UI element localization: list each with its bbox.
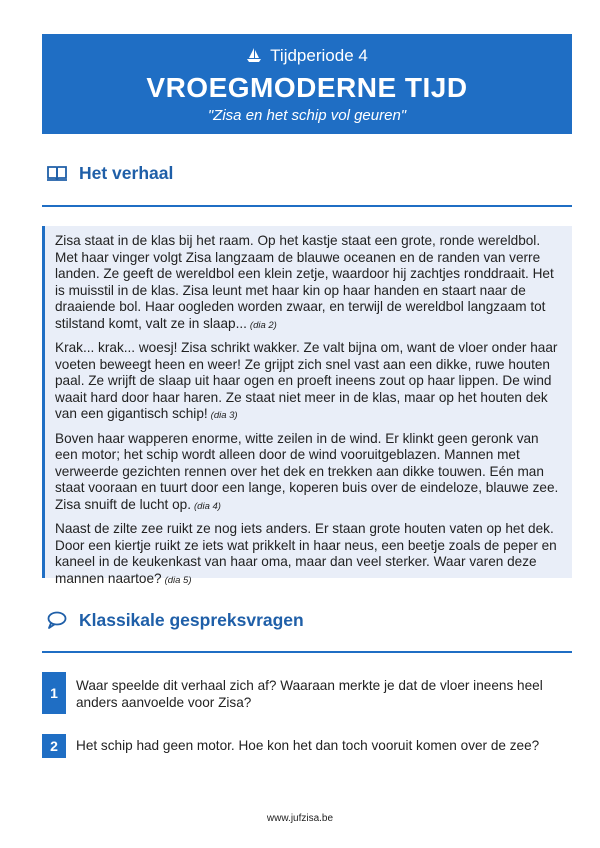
footer-website: www.jufzisa.be bbox=[266, 813, 334, 824]
period-label: Tijdperiode 4 bbox=[270, 46, 368, 65]
story-paragraph: Boven haar wapperen enorme, witte zeilen in de wind. Er klinkt geen geronk van een motor; het schip wordt alleen door de wind vooruitgeblazen. Mannen met verweerde gezichten rennen over het dek en trekken aan dikke touwen. Eén man staat vooraan en tuurt door een lange, koperen buis over de eindeloze, blauwe zee. Zisa snuift de lucht op. (dia 4) bbox=[55, 430, 559, 512]
story-paragraph: Zisa staat in de klas bij het raam. Op het kastje staat een grote, ronde wereldbol. Met haar vinger volgt Zisa langzaam de blauwe oceanen en de randen van verre landen. Ze geeft de wereldbol een klein zetje, waardoor hij zachtjes ronddraait. Het is muisstil in de klas. Zisa leunt met haar kin op haar handen en staart naar de draaiende bol. Haar oogleden worden zwaar, en terwijl de wereldbol langzaam tot stilstand komt, valt ze in slaap... (dia 2) bbox=[55, 233, 554, 331]
story-heading bbox=[42, 163, 572, 183]
speech-bubble-icon bbox=[46, 610, 68, 630]
slide-reference: (dia 5) bbox=[164, 574, 192, 586]
story-divider bbox=[42, 205, 572, 207]
header-banner bbox=[42, 34, 572, 134]
page-title: VROEGMODERNE TIJD bbox=[146, 72, 468, 103]
period-line bbox=[42, 46, 572, 66]
question-item bbox=[42, 734, 572, 758]
questions-heading bbox=[42, 610, 572, 630]
questions-heading-label: Klassikale gespreksvragen bbox=[79, 610, 304, 630]
sailboat-icon bbox=[246, 47, 262, 63]
question-text: Waar speelde dit verhaal zich af? Waaraan merkte je dat de vloer ineens heel anders aanvoelde voor Zisa? bbox=[76, 678, 543, 710]
question-number-badge: 1 bbox=[42, 672, 66, 714]
questions-divider bbox=[42, 651, 572, 653]
question-text: Het schip had geen motor. Hoe kon het dan toch vooruit komen over de zee? bbox=[76, 738, 540, 753]
slide-reference: (dia 4) bbox=[194, 500, 221, 512]
question-number-badge: 2 bbox=[42, 734, 66, 758]
story-box bbox=[42, 226, 572, 586]
story-paragraph: Krak... krak... woesj! Zisa schrikt wakker. Ze valt bijna om, want de vloer onder haar voeten beweegt heen en weer! Ze grijpt zich snel vast aan een dikke, ruwe houten paal. Ze wrijft de slaap uit haar ogen en proeft ineens zout op haar lippen. De wind waait hard door haar haren. Ze staat niet meer in de klas, maar op het houten dek van een gigantisch schip! (dia 3) bbox=[55, 340, 558, 421]
slide-reference: (dia 2) bbox=[249, 319, 277, 331]
question-item bbox=[42, 672, 572, 714]
story-paragraph: Naast de zilte zee ruikt ze nog iets anders. Er staan grote houten vaten op het dek. Door een kiertje ruikt ze iets wat prikkelt in haar neus, een beetje zoals de peper en kaneel in de keukenkast van haar oma, maar dan veel sterker. Waar varen deze mannen naartoe? (dia 5) bbox=[55, 521, 557, 586]
slide-reference: (dia 3) bbox=[210, 410, 238, 421]
book-icon bbox=[46, 163, 68, 183]
story-heading-label: Het verhaal bbox=[79, 163, 174, 183]
page-subtitle: "Zisa en het schip vol geuren" bbox=[207, 107, 407, 124]
